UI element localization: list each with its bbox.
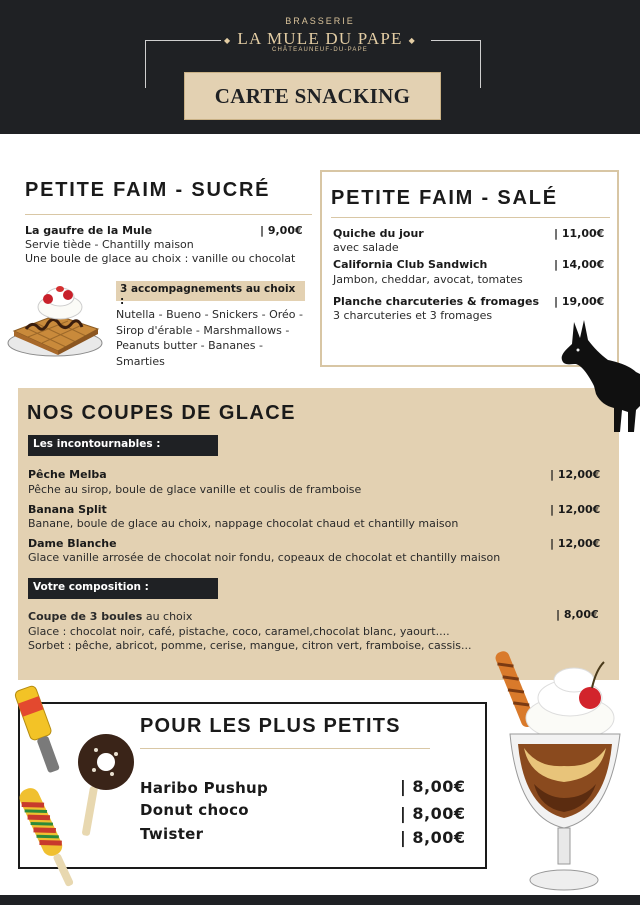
glace-title: NOS COUPES DE GLACE	[27, 402, 296, 424]
sale-item-desc: Jambon, cheddar, avocat, tomates	[333, 273, 523, 286]
sundae-image	[488, 648, 634, 898]
glace-item-desc: Pêche au sirop, boule de glace vanille et coulis de framboise	[28, 483, 362, 496]
gaufre-price: | 9,00€	[260, 224, 303, 237]
compo-price: | 8,00€	[556, 608, 599, 621]
sale-item-price: | 14,00€	[554, 258, 605, 271]
glace-item-name: Pêche Melba	[28, 468, 107, 481]
sale-title: PETITE FAIM - SALÉ	[331, 187, 558, 209]
brand-sub: CHÂTEAUNEUF-DU-PAPE	[271, 47, 369, 53]
sale-item-price: | 11,00€	[554, 227, 605, 240]
sale-item-name: Planche charcuteries & fromages	[333, 295, 539, 308]
gaufre-name: La gaufre de la Mule	[25, 224, 153, 237]
gaufre-desc-2: Une boule de glace au choix : vanille ou chocolat	[25, 252, 296, 265]
haribo-pushup-image	[6, 678, 72, 780]
brand-name	[0, 29, 640, 49]
compo-name	[28, 610, 192, 623]
section-label-composition: Votre composition :	[28, 578, 218, 599]
gaufre-desc-1: Servie tiède - Chantilly maison	[25, 238, 194, 251]
compo-sorbet-line: Sorbet : pêche, abricot, pomme, cerise, mangue, citron vert, framboise, cassis...	[28, 639, 472, 652]
sale-item-name: Quiche du jour	[333, 227, 424, 240]
section-label-incontournables: Les incontournables :	[28, 435, 218, 456]
sale-item-price: | 19,00€	[554, 295, 605, 308]
compo-name-bold: Coupe de 3 boules	[28, 610, 143, 623]
petits-item-name: Twister	[140, 825, 204, 843]
glace-item-price: | 12,00€	[550, 468, 601, 481]
twister-image	[14, 782, 84, 892]
footer-bar	[0, 895, 640, 905]
glace-item-price: | 12,00€	[550, 537, 601, 550]
divider	[25, 214, 312, 215]
sale-item-desc: avec salade	[333, 241, 399, 254]
diamond-icon: ◆	[224, 35, 232, 45]
donut-image	[76, 730, 136, 838]
accompaniments-list: Nutella - Bueno - Snickers - Oréo - Sirop d'érable - Marshmallows - Peanuts butter - Bananes - Smarties	[116, 308, 303, 368]
glace-item-name: Banana Split	[28, 503, 107, 516]
brand-name-text: LA MULE DU PAPE	[237, 29, 403, 48]
petits-item-price: | 8,00€	[400, 828, 466, 847]
petits-title: POUR LES PLUS PETITS	[140, 715, 401, 737]
menu-title: CARTE SNACKING	[184, 72, 441, 120]
brand-top: BRASSERIE	[285, 16, 355, 26]
compo-name-suffix: au choix	[142, 610, 193, 623]
divider	[331, 217, 610, 218]
petits-item-name: Donut choco	[140, 801, 249, 819]
glace-item-name: Dame Blanche	[28, 537, 117, 550]
accompaniments-label: 3 accompagnements au choix :	[116, 281, 305, 301]
sale-item-desc: 3 charcuteries et 3 fromages	[333, 309, 493, 322]
divider	[140, 748, 430, 749]
petits-item-price: | 8,00€	[400, 777, 466, 796]
sale-item-name: California Club Sandwich	[333, 258, 488, 271]
sucre-title: PETITE FAIM - SUCRÉ	[25, 179, 271, 201]
waffle-image	[6, 281, 104, 359]
petits-item-price: | 8,00€	[400, 804, 466, 823]
glace-item-desc: Glace vanille arrosée de chocolat noir fondu, copeaux de chocolat et chantilly maison	[28, 551, 501, 564]
compo-glace-line: Glace : chocolat noir, café, pistache, coco, caramel,chocolat blanc, yaourt....	[28, 625, 450, 638]
glace-item-price: | 12,00€	[550, 503, 601, 516]
diamond-icon: ◆	[408, 35, 416, 45]
donkey-silhouette	[560, 314, 640, 432]
glace-item-desc: Banane, boule de glace au choix, nappage chocolat chaud et chantilly maison	[28, 517, 459, 530]
petits-item-name: Haribo Pushup	[140, 779, 269, 797]
